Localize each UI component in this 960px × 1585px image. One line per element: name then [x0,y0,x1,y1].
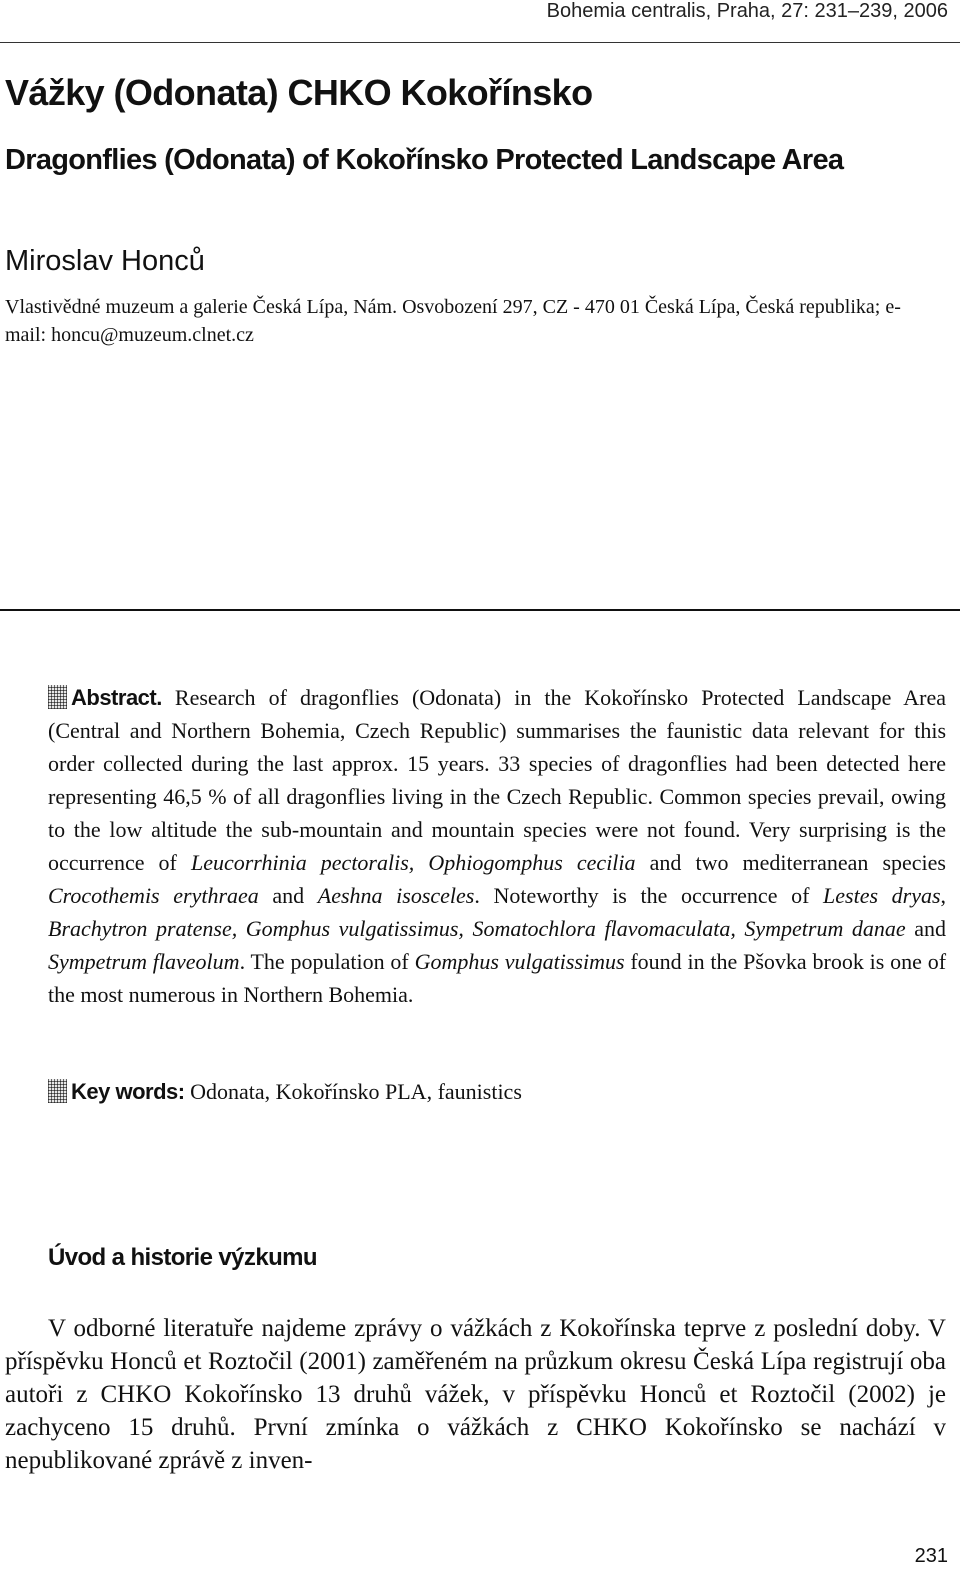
body-paragraph: V odborné literatuře najdeme zprávy o vážkách z Kokořínska teprve z poslední doby. V příspěvku Honců et Roztočil (2001) zaměřeném na průzkum okresu Česká Lípa registrují oba autoři z CHKO Kokořínsko 13 druhů vážek, v příspěvku Honců et Roztočil (2002) je zachyceno 15 druhů. První zmínka o vážkách z CHKO Kokořínsko se nachází v nepublikované zprávě z inven- [5,1315,946,1474]
keywords [48,1075,522,1108]
title-czech: Vážky (Odonata) CHKO Kokořínsko [5,72,593,113]
running-head: Bohemia centralis, Praha, 27: 231–239, 2006 [546,0,948,22]
abstract-text: Research of dragonflies (Odonata) in the Kokořínsko Protected Landscape Area (Central and Northern Bohemia, Czech Republic) summarises the faunistic data relevant for this order collected during the last approx. 15 years. 33 species of dragonflies had been detected here representing 46,5 % of all dragonflies living in the Czech Republic. Common species prevail, owing to the low altitude the sub-mountain and mountain species were not found. Very surprising is the occurrence of [48,685,946,875]
hatched-square-icon [48,1079,67,1103]
author-name: Miroslav Honců [5,245,205,277]
section-heading: Úvod a historie výzkumu [48,1244,317,1271]
keywords-text: Odonata, Kokořínsko PLA, faunistics [184,1079,522,1104]
author-affiliation: Vlastivědné muzeum a galerie Česká Lípa, Nám. Osvobození 297, CZ - 470 01 Česká Lípa, Česká republika; e-mail: honcu@muzeum.clnet.cz [5,296,901,346]
hatched-square-icon [48,685,67,709]
species-name: Crocothemis erythraea [48,883,259,908]
page-number: 231 [914,1545,948,1567]
abstract-text: . The population of [239,949,415,974]
abstract [48,681,946,1011]
species-name: Lestes dryas [823,883,941,908]
keywords-label: Key words: [71,1079,185,1104]
species-name: Leucorrhinia pectoralis, Ophiogomphus cecilia [190,850,636,875]
abstract-label: Abstract. [71,685,162,710]
abstract-text: and [905,916,947,941]
abstract-text: found in the Pšovka brook is one of the most numerous in Northern Bohemia. [48,949,947,1007]
species-name: Sympetrum flaveolum [48,949,240,974]
abstract-text: , [940,883,947,908]
abstract-divider [0,609,960,611]
abstract-text: . Noteworthy is the occurrence of [474,883,824,908]
header-divider [0,42,960,43]
species-name: Brachytron pratense, Gomphus vulgatissimus, Somatochlora flavomaculata, Sympetrum danae [48,916,906,941]
abstract-text: and two mediterranean species [635,850,946,875]
title-english: Dragonflies (Odonata) of Kokořínsko Protected Landscape Area [5,144,844,176]
abstract-text: and [258,883,318,908]
species-name: Gomphus vulgatissimus [414,949,625,974]
species-name: Aeshna isosceles [317,883,475,908]
